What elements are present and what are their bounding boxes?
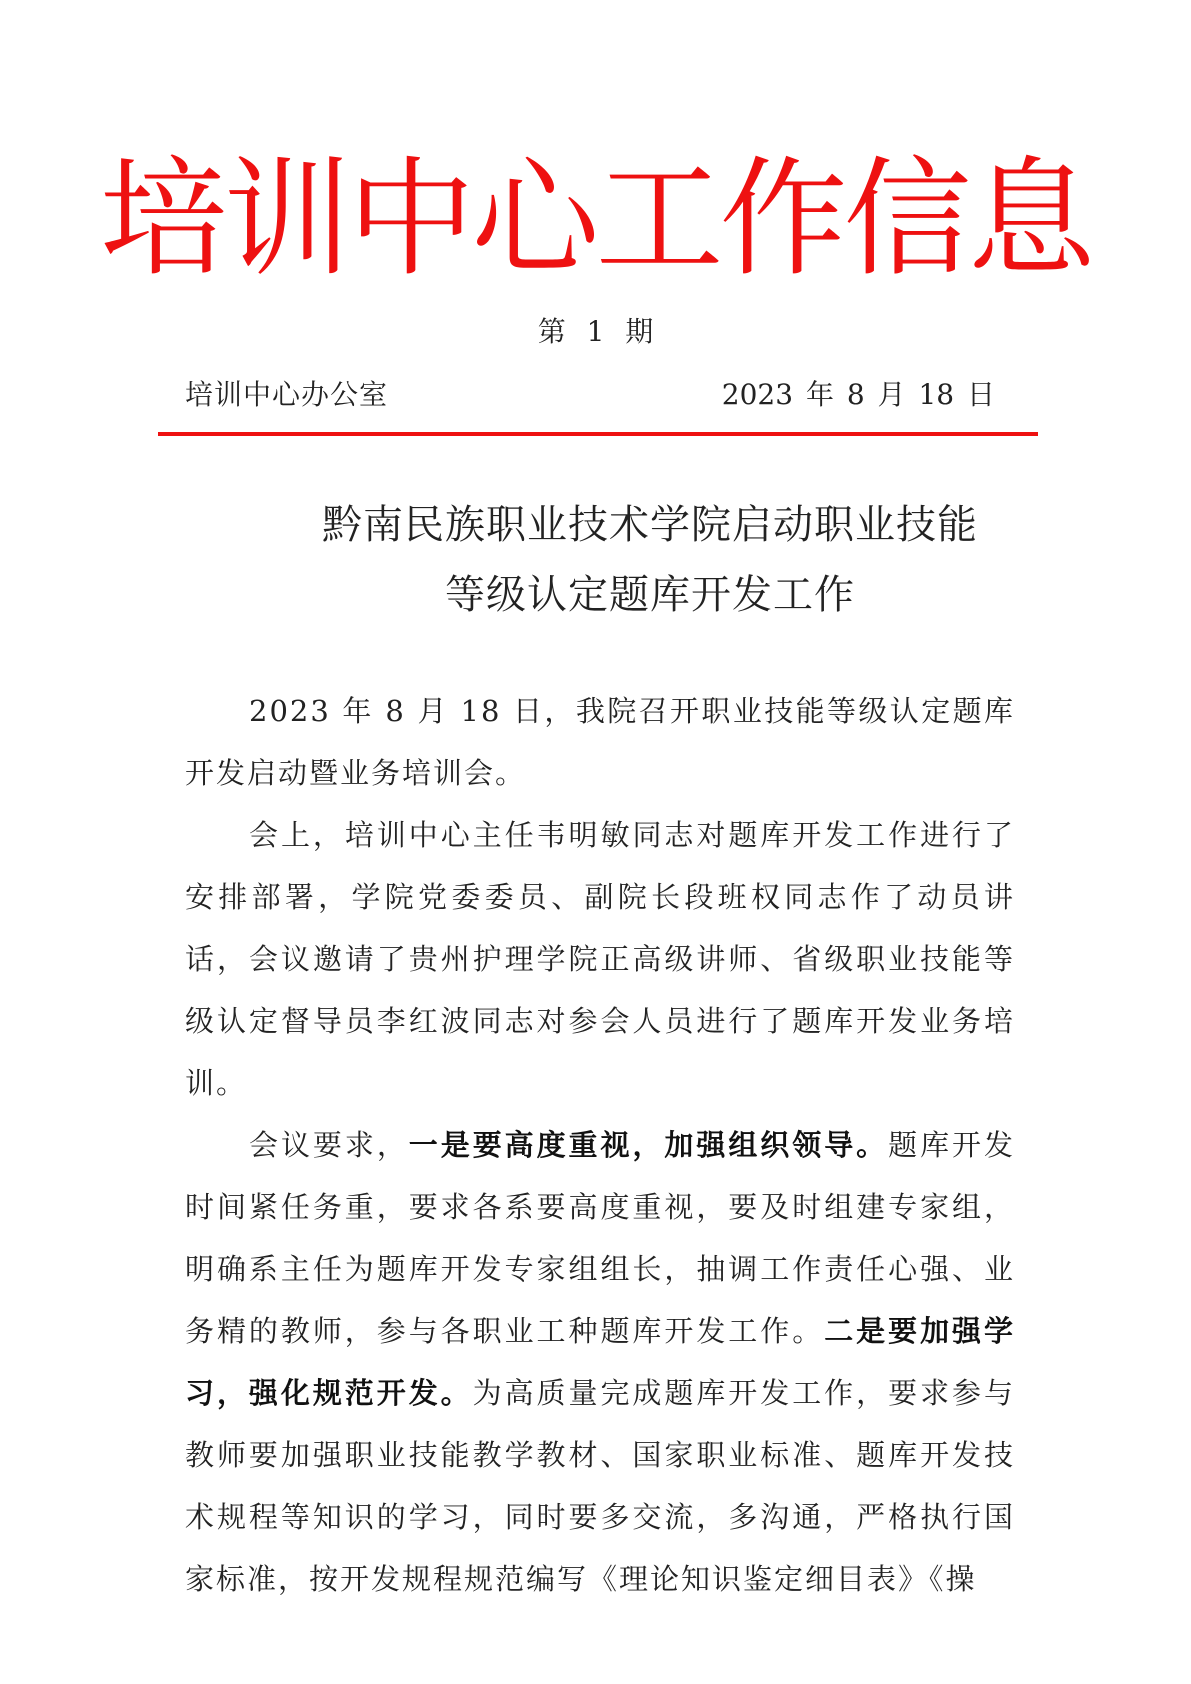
paragraph-3 — [185, 1114, 1015, 1610]
article-title — [160, 490, 1020, 630]
paragraph-2: 会上，培训中心主任韦明敏同志对题库开发工作进行了安排部署，学院党委委员、副院长段班权同志作了动员讲话，会议邀请了贵州护理学院正高级讲师、省级职业技能等级认定督导员李红波同志对参会人员进行了题库开发业务培训。 — [185, 818, 1015, 1100]
paragraph-3-lead: 会议要求， — [249, 1128, 409, 1162]
article-title-line-2: 等级认定题库开发工作 — [445, 572, 855, 618]
issue-date: 2023 年 8 月 18 日 — [721, 378, 995, 411]
red-divider — [158, 432, 1038, 436]
issue-number: 第 1 期 — [537, 315, 654, 348]
meta-row — [185, 375, 995, 415]
requirement-1-text: 题库开发时间紧任务重，要求各系要高度重视，要及时组建专家组，明确系主任为题库开发专家组组长，抽调工作责任心强、业务精的教师，参与各职业工种题库开发工作。 — [185, 1128, 1015, 1348]
issuing-office: 培训中心办公室 — [185, 378, 389, 411]
requirement-2-heading: 二是要加强学习，强化规范开发。 — [185, 1314, 1015, 1410]
masthead-title: 培训中心工作信息 — [99, 145, 1092, 294]
article-body — [185, 680, 1015, 1610]
article-title-line-1: 黔南民族职业技术学院启动职业技能 — [322, 502, 978, 548]
requirement-1-heading: 一是要高度重视，加强组织领导。 — [408, 1128, 889, 1162]
paragraph-1: 2023 年 8 月 18 日，我院召开职业技能等级认定题库开发启动暨业务培训会。 — [185, 694, 1015, 790]
requirement-2-text: 为高质量完成题库开发工作，要求参与教师要加强职业技能教学教材、国家职业标准、题库开发技术规程等知识的学习，同时要多交流，多沟通，严格执行国家标准，按开发规程规范编写《理论知识鉴定细目表》《操 — [185, 1376, 1015, 1596]
